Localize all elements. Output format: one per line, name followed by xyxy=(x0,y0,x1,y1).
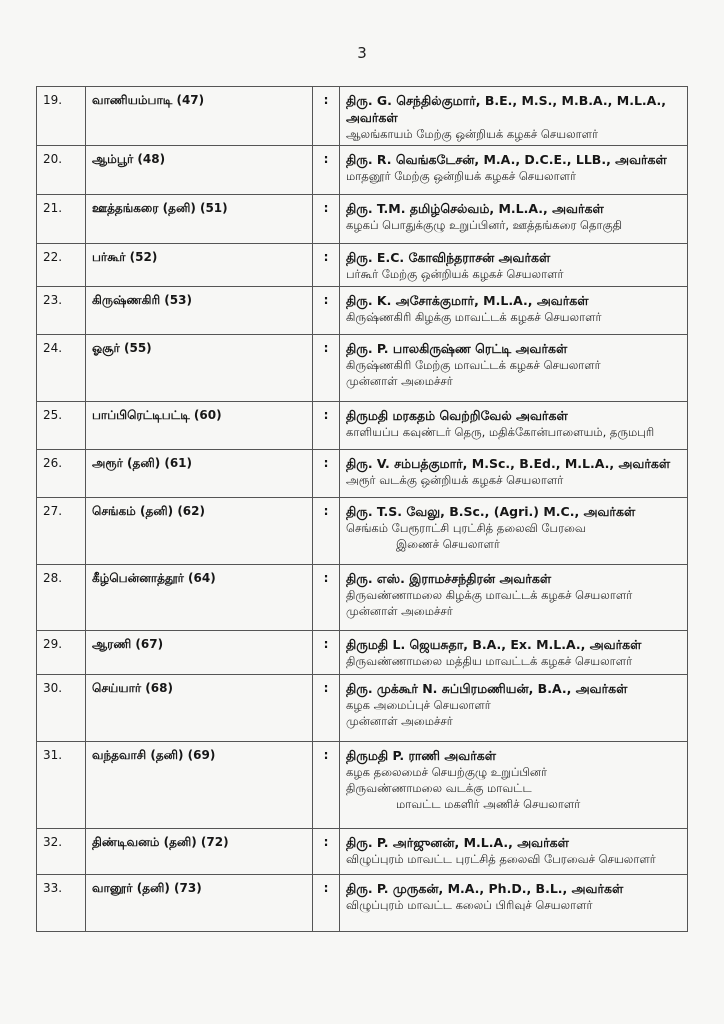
candidate-designation: மாதனூர் மேற்கு ஒன்றியக் கழகச் செயலாளர் xyxy=(346,169,576,183)
candidate-designation: முன்னாள் அமைச்சர் xyxy=(346,604,453,618)
constituency-name: வந்தவாசி (தனி) (69) xyxy=(86,742,313,829)
candidate-cell xyxy=(340,402,688,450)
serial-number: 21. xyxy=(37,195,86,244)
constituency-name: கிருஷ்ணகிரி (53) xyxy=(86,287,313,335)
constituency-name: பர்கூர் (52) xyxy=(86,244,313,287)
constituency-name: செங்கம் (தனி) (62) xyxy=(86,498,313,565)
candidate-designation: மாவட்ட மகளிர் அணிச் செயலாளர் xyxy=(396,797,581,811)
candidate-name: திரு. R. வெங்கடேசன், M.A., D.C.E., LLB., அவர்கள் xyxy=(346,152,667,167)
table-row xyxy=(37,742,688,829)
candidate-table xyxy=(36,86,688,932)
serial-number: 24. xyxy=(37,335,86,402)
constituency-name: வானூர் (தனி) (73) xyxy=(86,875,313,932)
candidate-designation: காளியப்ப கவுண்டர் தெரு, மதிக்கோன்பாளையம், தருமபுரி xyxy=(346,425,655,439)
separator-colon: : xyxy=(313,146,340,195)
constituency-name: ஓசூர் (55) xyxy=(86,335,313,402)
candidate-designation: விழுப்புரம் மாவட்ட கலைப் பிரிவுச் செயலாளர் xyxy=(346,898,593,912)
constituency-name: திண்டிவனம் (தனி) (72) xyxy=(86,829,313,875)
candidate-name: திரு. E.C. கோவிந்தராசன் அவர்கள் xyxy=(346,250,551,265)
candidate-designation: கிருஷ்ணகிரி மேற்கு மாவட்டக் கழகச் செயலாளர் xyxy=(346,358,601,372)
candidate-name: திரு. P. முருகன், M.A., Ph.D., B.L., அவர்கள் xyxy=(346,881,624,896)
candidate-name: திரு. P. அர்ஜுனன், M.L.A., அவர்கள் xyxy=(346,835,569,850)
serial-number: 19. xyxy=(37,87,86,146)
candidate-name: திரு. V. சம்பத்குமார், M.Sc., B.Ed., M.L.A., அவர்கள் xyxy=(346,456,671,471)
serial-number: 20. xyxy=(37,146,86,195)
table-row xyxy=(37,675,688,742)
candidate-cell xyxy=(340,335,688,402)
serial-number: 31. xyxy=(37,742,86,829)
candidate-name: திரு. T.S. வேலு, B.Sc., (Agri.) M.C., அவர்கள் xyxy=(346,504,636,519)
separator-colon: : xyxy=(313,829,340,875)
candidate-cell xyxy=(340,287,688,335)
table-row xyxy=(37,146,688,195)
candidate-cell xyxy=(340,498,688,565)
candidate-table-body xyxy=(37,87,688,932)
table-row xyxy=(37,335,688,402)
candidate-name: திரு. முக்கூர் N. சுப்பிரமணியன், B.A., அவர்கள் xyxy=(346,681,628,696)
candidate-name: திருமதி மரகதம் வெற்றிவேல் அவர்கள் xyxy=(346,408,568,423)
constituency-name: செய்யார் (68) xyxy=(86,675,313,742)
constituency-name: கீழ்பென்னாத்தூர் (64) xyxy=(86,565,313,631)
table-row xyxy=(37,87,688,146)
candidate-designation: கழக தலைமைச் செயற்குழு உறுப்பினர் xyxy=(346,765,548,779)
constituency-name: ஆம்பூர் (48) xyxy=(86,146,313,195)
candidate-cell xyxy=(340,875,688,932)
candidate-designation: கிருஷ்ணகிரி கிழக்கு மாவட்டக் கழகச் செயலாளர் xyxy=(346,310,602,324)
candidate-designation: இணைச் செயலாளர் xyxy=(396,537,500,551)
serial-number: 33. xyxy=(37,875,86,932)
serial-number: 28. xyxy=(37,565,86,631)
candidate-designation: முன்னாள் அமைச்சர் xyxy=(346,374,453,388)
constituency-name: பாப்பிரெட்டிபட்டி (60) xyxy=(86,402,313,450)
table-row xyxy=(37,450,688,498)
serial-number: 26. xyxy=(37,450,86,498)
candidate-designation: பர்கூர் மேற்கு ஒன்றியக் கழகச் செயலாளர் xyxy=(346,267,564,281)
serial-number: 25. xyxy=(37,402,86,450)
candidate-cell xyxy=(340,450,688,498)
candidate-cell xyxy=(340,742,688,829)
separator-colon: : xyxy=(313,631,340,675)
table-row xyxy=(37,565,688,631)
candidate-designation: திருவண்ணாமலை வடக்கு மாவட்ட xyxy=(346,781,532,795)
candidate-name: திரு. எஸ். இராமச்சந்திரன் அவர்கள் xyxy=(346,571,552,586)
candidate-cell xyxy=(340,631,688,675)
candidate-name: திருமதி P. ராணி அவர்கள் xyxy=(346,748,497,763)
separator-colon: : xyxy=(313,195,340,244)
candidate-cell xyxy=(340,195,688,244)
candidate-designation: கழக அமைப்புச் செயலாளர் xyxy=(346,698,491,712)
candidate-cell xyxy=(340,829,688,875)
separator-colon: : xyxy=(313,335,340,402)
constituency-name: வாணியம்பாடி (47) xyxy=(86,87,313,146)
serial-number: 22. xyxy=(37,244,86,287)
candidate-designation: திருவண்ணாமலை மத்திய மாவட்டக் கழகச் செயலாளர் xyxy=(346,654,633,668)
separator-colon: : xyxy=(313,450,340,498)
candidate-designation: முன்னாள் அமைச்சர் xyxy=(346,714,453,728)
table-row xyxy=(37,402,688,450)
candidate-cell xyxy=(340,146,688,195)
separator-colon: : xyxy=(313,287,340,335)
table-row xyxy=(37,244,688,287)
serial-number: 30. xyxy=(37,675,86,742)
serial-number: 27. xyxy=(37,498,86,565)
candidate-designation: விழுப்புரம் மாவட்ட புரட்சித் தலைவி பேரவைச் செயலாளர் xyxy=(346,852,656,866)
constituency-name: அரூர் (தனி) (61) xyxy=(86,450,313,498)
table-row xyxy=(37,875,688,932)
table-row xyxy=(37,287,688,335)
candidate-designation: கழகப் பொதுக்குழு உறுப்பினர், ஊத்தங்கரை தொகுதி xyxy=(346,218,623,232)
serial-number: 29. xyxy=(37,631,86,675)
separator-colon: : xyxy=(313,402,340,450)
candidate-cell xyxy=(340,244,688,287)
separator-colon: : xyxy=(313,498,340,565)
separator-colon: : xyxy=(313,742,340,829)
candidate-name: திரு. K. அசோக்குமார், M.L.A., அவர்கள் xyxy=(346,293,589,308)
candidate-designation: திருவண்ணாமலை கிழக்கு மாவட்டக் கழகச் செயலாளர் xyxy=(346,588,633,602)
candidate-cell xyxy=(340,87,688,146)
serial-number: 23. xyxy=(37,287,86,335)
candidate-name: திரு. G. செந்தில்குமார், B.E., M.S., M.B.A., M.L.A., அவர்கள் xyxy=(346,93,667,125)
candidate-designation: செங்கம் பேரூராட்சி புரட்சித் தலைவி பேரவை xyxy=(346,521,586,535)
page-number: 3 xyxy=(357,44,367,62)
candidate-designation: ஆலங்காயம் மேற்கு ஒன்றியக் கழகச் செயலாளர் xyxy=(346,127,599,141)
candidate-name: திரு. T.M. தமிழ்செல்வம், M.L.A., அவர்கள் xyxy=(346,201,604,216)
separator-colon: : xyxy=(313,244,340,287)
candidate-designation: அரூர் வடக்கு ஒன்றியக் கழகச் செயலாளர் xyxy=(346,473,564,487)
table-row xyxy=(37,631,688,675)
candidate-cell xyxy=(340,675,688,742)
table-row xyxy=(37,195,688,244)
constituency-name: ஆரணி (67) xyxy=(86,631,313,675)
separator-colon: : xyxy=(313,565,340,631)
separator-colon: : xyxy=(313,675,340,742)
candidate-name: திருமதி L. ஜெயசுதா, B.A., Ex. M.L.A., அவர்கள் xyxy=(346,637,642,652)
separator-colon: : xyxy=(313,87,340,146)
candidate-name: திரு. P. பாலகிருஷ்ண ரெட்டி அவர்கள் xyxy=(346,341,568,356)
separator-colon: : xyxy=(313,875,340,932)
serial-number: 32. xyxy=(37,829,86,875)
table-row xyxy=(37,498,688,565)
constituency-name: ஊத்தங்கரை (தனி) (51) xyxy=(86,195,313,244)
candidate-cell xyxy=(340,565,688,631)
table-row xyxy=(37,829,688,875)
